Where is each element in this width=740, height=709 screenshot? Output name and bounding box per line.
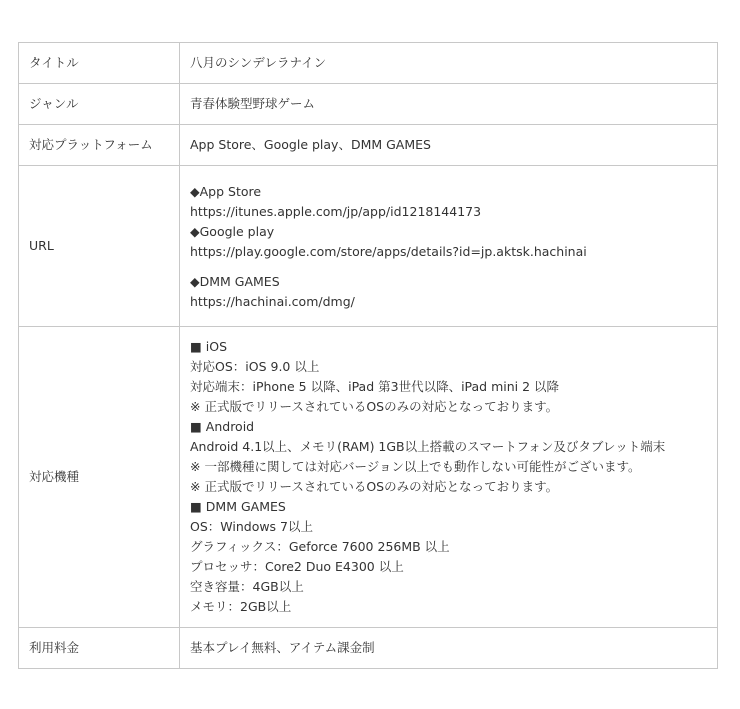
url-value xyxy=(180,166,718,327)
table-row-title xyxy=(19,43,718,84)
dmm-link[interactable]: https://hachinai.com/dmg/ xyxy=(190,293,355,309)
game-info-table xyxy=(18,42,718,669)
dmm-heading: ◆DMM GAMES xyxy=(190,273,280,289)
table-row-devices xyxy=(19,327,718,628)
device-line: ■ Android xyxy=(190,419,255,434)
table-row-genre xyxy=(19,84,718,125)
pricing-value: 基本プレイ無料、アイテム課金制 xyxy=(180,628,718,669)
devices-value xyxy=(180,327,718,628)
device-line: ※ 一部機種に関しては対応バージョン以上でも動作しない可能性がございます。 xyxy=(190,459,641,474)
device-line: 対応端末：iPhone 5 以降、iPad 第3世代以降、iPad mini 2 以降 xyxy=(190,379,560,394)
platform-value: App Store、Google play、DMM GAMES xyxy=(180,125,718,166)
url-label: URL xyxy=(19,166,180,327)
googleplay-heading: ◆Google play xyxy=(190,223,275,239)
table-row-platform xyxy=(19,125,718,166)
device-line: ※ 正式版でリリースされているOSのみの対応となっております。 xyxy=(190,399,559,414)
device-line: メモリ：2GB以上 xyxy=(190,599,292,614)
device-line: Android 4.1以上、メモリ(RAM) 1GB以上搭載のスマートフォン及びタブレット端末 xyxy=(190,439,666,454)
device-line: 空き容量：4GB以上 xyxy=(190,579,304,594)
device-line: プロセッサ：Core2 Duo E4300 以上 xyxy=(190,559,404,574)
table-row-pricing xyxy=(19,628,718,669)
device-line: ■ DMM GAMES xyxy=(190,499,286,514)
device-line: ※ 正式版でリリースされているOSのみの対応となっております。 xyxy=(190,479,559,494)
appstore-heading: ◆App Store xyxy=(190,183,262,199)
device-line: グラフィックス：Geforce 7600 256MB 以上 xyxy=(190,539,450,554)
title-value: 八月のシンデレラナイン xyxy=(180,43,718,84)
device-line: OS：Windows 7以上 xyxy=(190,519,313,534)
device-line: ■ iOS xyxy=(190,339,228,354)
googleplay-link[interactable]: https://play.google.com/store/apps/details?id=jp.aktsk.hachinai xyxy=(190,243,587,259)
platform-label: 対応プラットフォーム xyxy=(19,125,180,166)
table-row-url xyxy=(19,166,718,327)
pricing-label: 利用料金 xyxy=(19,628,180,669)
genre-label: ジャンル xyxy=(19,84,180,125)
genre-value: 青春体験型野球ゲーム xyxy=(180,84,718,125)
device-line: 対応OS：iOS 9.0 以上 xyxy=(190,359,320,374)
appstore-link[interactable]: https://itunes.apple.com/jp/app/id1218144173 xyxy=(190,203,482,219)
title-label: タイトル xyxy=(19,43,180,84)
devices-label: 対応機種 xyxy=(19,327,180,628)
url-list xyxy=(190,181,717,312)
